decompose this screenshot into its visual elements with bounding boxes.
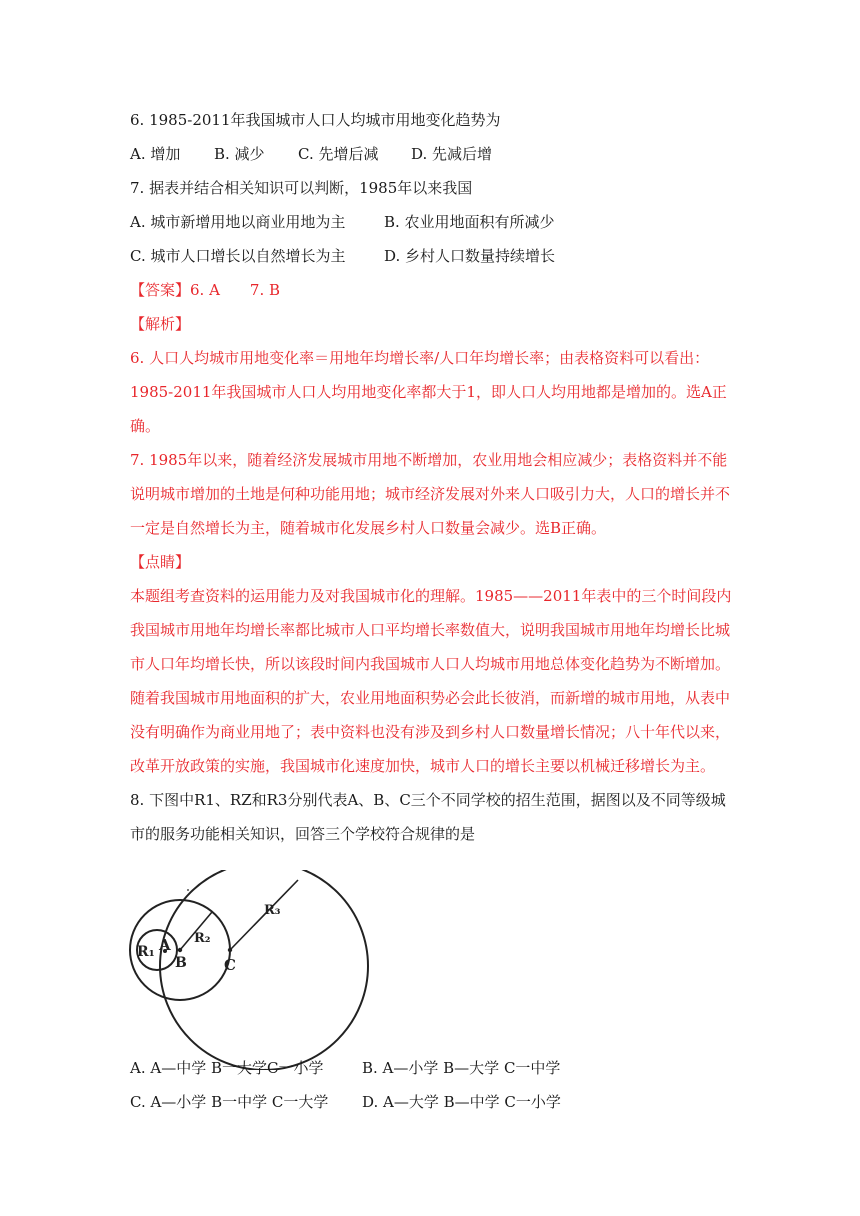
- comment-line: 改革开放政策的实施，我国城市化速度加快，城市人口的增长主要以机械迁移增长为主。: [130, 757, 716, 775]
- school-range-diagram: [126, 870, 376, 1070]
- comment-line: 本题组考查资料的运用能力及对我国城市化的理解。1985——2011年表中的三个时间段内: [130, 587, 732, 605]
- q6-option-b[interactable]: B. 减少: [214, 145, 265, 163]
- q8-option-b[interactable]: B. A—小学 B—大学 C一中学: [362, 1059, 561, 1077]
- q7-options-row1: [130, 212, 555, 232]
- answer-text: 6. A 7. B: [190, 281, 281, 299]
- q7-options-row2: [130, 246, 555, 266]
- q8-option-a[interactable]: A. A—中学 B一大学C一小学: [130, 1059, 324, 1077]
- label-r2: R₂: [194, 931, 211, 946]
- q6-options: [130, 144, 492, 164]
- label-r1: R₁: [137, 944, 155, 960]
- q7-option-a[interactable]: A. 城市新增用地以商业用地为主: [130, 213, 346, 231]
- analysis-line: 1985-2011年我国城市人口人均用地变化率都大于1，即人口人均用地都是增加的。选A正: [130, 383, 727, 401]
- comment-label: 【点睛】: [130, 553, 191, 571]
- speck: [187, 889, 189, 891]
- answer-label: 【答案】: [130, 281, 191, 299]
- answer-line: [130, 280, 280, 300]
- analysis-line: 7. 1985年以来，随着经济发展城市用地不断增加，农业用地会相应减少；表格资料并不能: [130, 451, 728, 469]
- label-r3: R₃: [264, 903, 281, 918]
- label-c: C: [224, 956, 236, 974]
- q7-option-b[interactable]: B. 农业用地面积有所减少: [384, 213, 555, 231]
- q8-options-row1: [130, 1058, 560, 1078]
- q8-stem-line: 市的服务功能相关知识，回答三个学校符合规律的是: [130, 825, 476, 843]
- q7-option-d[interactable]: D. 乡村人口数量持续增长: [384, 247, 556, 265]
- circle-r3: [160, 870, 368, 1070]
- label-b: B: [175, 955, 187, 971]
- q8-option-c[interactable]: C. A—小学 B一中学 C一大学: [130, 1093, 329, 1111]
- q6-option-a[interactable]: A. 增加: [130, 145, 181, 163]
- analysis-line: 一定是自然增长为主，随着城市化发展乡村人口数量会减少。选B正确。: [130, 519, 607, 537]
- q8-options-row2: [130, 1092, 561, 1112]
- comment-line: 我国城市用地年均增长率都比城市人口平均增长率数值大，说明我国城市用地年均增长比城: [130, 621, 731, 639]
- q6-option-c[interactable]: C. 先增后减: [298, 145, 379, 163]
- q8-stem-line: 8. 下图中R1、RZ和R3分别代表A、B、C三个不同学校的招生范围，据图以及不同等级城: [130, 791, 726, 809]
- analysis-line: 6. 人口人均城市用地变化率＝用地年均增长率/人口年均增长率；由表格资料可以看出：: [130, 349, 710, 367]
- comment-line: 市人口年均增长快，所以该段时间内我国城市人口人均城市用地总体变化趋势为不断增加。: [130, 655, 731, 673]
- q6-option-d[interactable]: D. 先减后增: [411, 145, 493, 163]
- analysis-line: 确。: [130, 417, 161, 435]
- q7-option-c[interactable]: C. 城市人口增长以自然增长为主: [130, 247, 346, 265]
- point-c: [228, 948, 232, 952]
- analysis-label: 【解析】: [130, 315, 191, 333]
- q7-stem: 7. 据表并结合相关知识可以判断，1985年以来我国: [130, 179, 473, 197]
- label-a: A: [159, 936, 171, 954]
- comment-line: 没有明确作为商业用地了；表中资料也没有涉及到乡村人口数量增长情况；八十年代以来，: [130, 723, 731, 741]
- q8-option-d[interactable]: D. A—大学 B—中学 C一小学: [362, 1093, 561, 1111]
- point-b: [178, 948, 182, 952]
- q6-stem: 6. 1985-2011年我国城市人口人均城市用地变化趋势为: [130, 111, 501, 129]
- comment-line: 随着我国城市用地面积的扩大，农业用地面积势必会此长彼消，而新增的城市用地，从表中: [130, 689, 731, 707]
- analysis-line: 说明城市增加的土地是何种功能用地；城市经济发展对外来人口吸引力大，人口的增长并不: [130, 485, 731, 503]
